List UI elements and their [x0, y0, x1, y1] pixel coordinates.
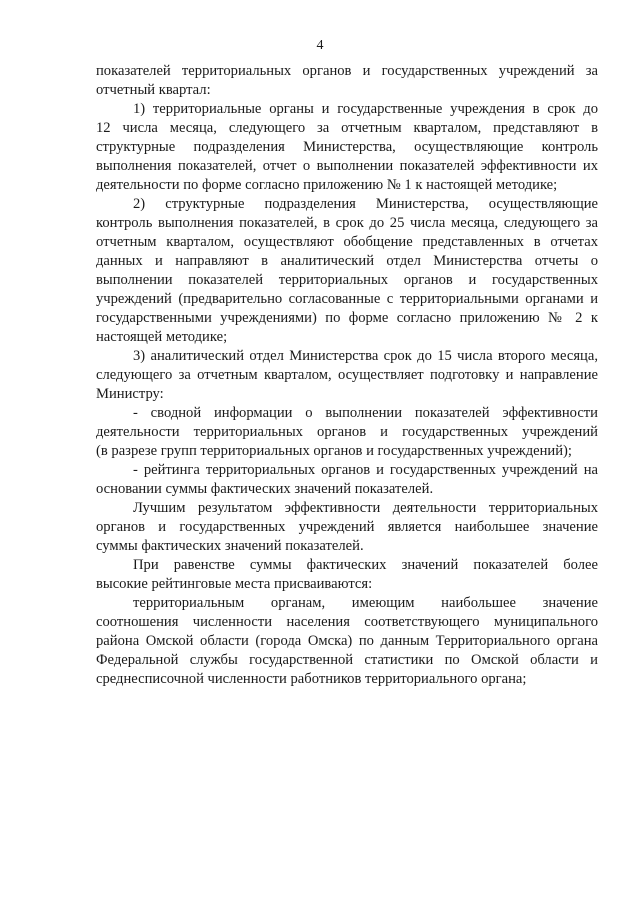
text-line: государственными учреждениями) по форме согласно приложению № 2 к [96, 310, 598, 326]
text-line: выполнения показателей, отчет о выполнении показателей эффективности их [96, 158, 598, 174]
text-line: настоящей методике; [96, 329, 228, 345]
text-line: суммы фактических значений показателей. [96, 538, 364, 554]
text-line: 2) структурные подразделения Министерства, осуществляющие [133, 196, 598, 212]
page-number: 4 [316, 38, 324, 53]
text-line: 12 числа месяца, следующего за отчетным кварталом, представляют в [96, 120, 598, 136]
text-line: деятельности по форме согласно приложению № 1 к настоящей методике; [96, 177, 558, 193]
text-line: органов и государственных учреждений является наибольшее значение [96, 519, 598, 535]
text-line: высокие рейтинговые места присваиваются: [96, 576, 373, 592]
text-line: соотношения численности населения соответствующего муниципального [96, 614, 598, 630]
text-line: территориальным органам, имеющим наибольшее значение [133, 595, 598, 611]
text-line: Федеральной службы государственной статистики по Омской области и [96, 652, 598, 668]
text-line: Министру: [96, 386, 164, 402]
text-line: структурные подразделения Министерства, осуществляющие контроль [96, 139, 598, 155]
text-line: При равенстве суммы фактических значений показателей более [133, 557, 598, 573]
text-line: основании суммы фактических значений показателей. [96, 481, 434, 497]
text-line: отчетным кварталом, осуществляют обобщение представленных в отчетах [96, 234, 598, 250]
body-text [96, 62, 598, 689]
text-line: среднесписочной численности работников территориального органа; [96, 671, 527, 687]
text-line: учреждений (предварительно согласованные с территориальными органами и [96, 291, 598, 307]
text-line: отчетный квартал: [96, 82, 211, 98]
text-line: - сводной информации о выполнении показателей эффективности [133, 405, 598, 421]
text-line: района Омской области (города Омска) по данным Территориального органа [96, 633, 598, 649]
text-line: 1) территориальные органы и государственные учреждения в срок до [133, 101, 598, 117]
text-line: 3) аналитический отдел Министерства срок до 15 числа второго месяца, [133, 348, 598, 364]
text-line: - рейтинга территориальных органов и государственных учреждений на [133, 462, 598, 478]
text-line: контроль выполнения показателей, в срок до 25 числа месяца, следующего за [96, 215, 598, 231]
text-line: (в разрезе групп территориальных органов и государственных учреждений); [96, 443, 572, 459]
text-line: следующего за отчетным кварталом, осуществляет подготовку и направление [96, 367, 598, 383]
text-line: показателей территориальных органов и государственных учреждений за [96, 63, 598, 79]
text-line: данных и направляют в аналитический отдел Министерства отчеты о [96, 253, 598, 269]
text-line: выполнении показателей территориальных органов и государственных [96, 272, 598, 288]
text-line: деятельности территориальных органов и государственных учреждений [96, 424, 598, 440]
text-line: Лучшим результатом эффективности деятельности территориальных [133, 500, 598, 516]
